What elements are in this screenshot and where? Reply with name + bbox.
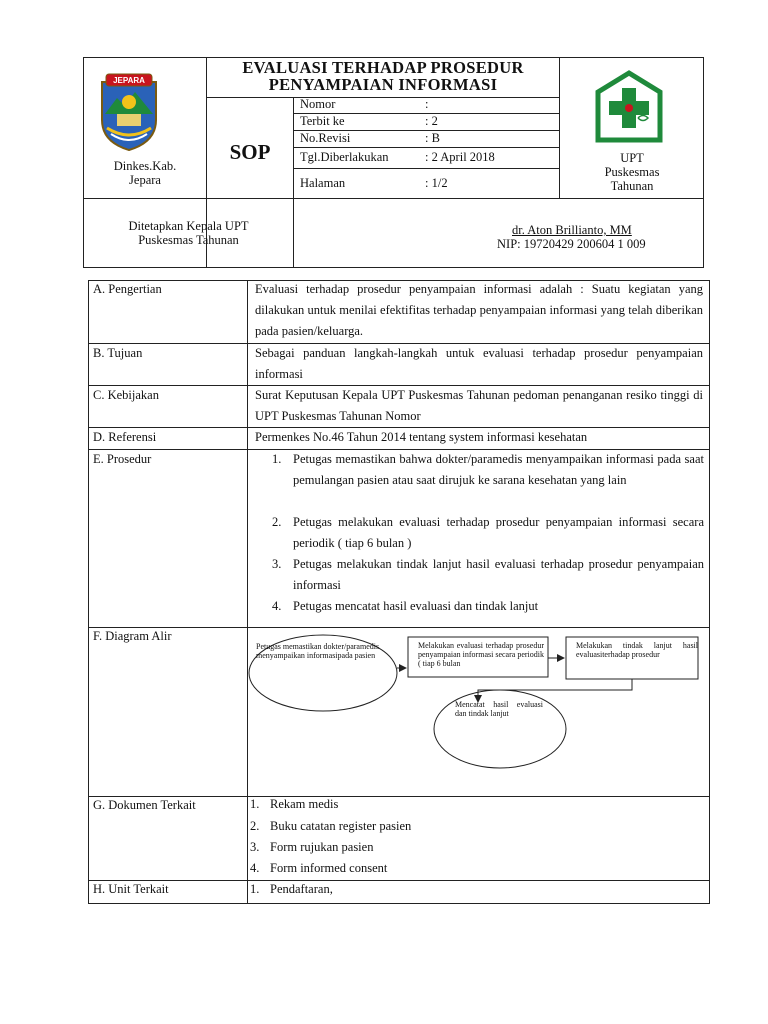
meta-label-tanggal: Tgl.Diberlakukan	[300, 150, 389, 164]
document-item: 4. Form informed consent	[250, 861, 388, 875]
divider	[293, 147, 559, 148]
org-left-line2: Jepara	[129, 173, 161, 187]
divider	[88, 880, 710, 881]
org-left-line1: Dinkes.Kab.	[113, 159, 177, 173]
meta-label-nomor: Nomor	[300, 97, 336, 111]
section-label-diagram: F. Diagram Alir	[93, 629, 172, 643]
procedure-item-text: Petugas melakukan tindak lanjut hasil evaluasi terhadap prosedur penyampaian informasi	[293, 557, 704, 592]
divider	[293, 97, 294, 268]
section-label-kebijakan: C. Kebijakan	[93, 388, 159, 402]
section-text-referensi: Permenkes No.46 Tahun 2014 tentang system informasi kesehatan	[255, 430, 588, 444]
org-right-line3: Tahunan	[610, 179, 654, 193]
procedure-item: 3. Petugas melakukan tindak lanjut hasil evaluasi terhadap prosedur penyampaian informasi	[272, 554, 704, 596]
document-item: 1. Rekam medis	[250, 797, 339, 811]
section-label-tujuan: B. Tujuan	[93, 346, 143, 360]
divider	[83, 198, 704, 199]
section-text-tujuan: Sebagai panduan langkah-langkah untuk evaluasi terhadap prosedur penyampaian informasi	[255, 346, 703, 381]
flow-step4-text: Mencatat hasil evaluasi dan tindak lanjut	[455, 700, 543, 718]
unit-item-text: Pendaftaran,	[270, 882, 333, 896]
document-item-text: Rekam medis	[270, 797, 339, 811]
unit-item: 1. Pendaftaran,	[250, 882, 333, 896]
logo-left-text: JEPARA	[113, 76, 145, 85]
document-item-text: Form rujukan pasien	[270, 840, 374, 854]
flow-step2-text: Melakukan evaluasi terhadap prosedur penyampaian informasi secara periodik ( tiap 6 bulan	[418, 641, 544, 668]
document-item-text: Form informed consent	[270, 861, 388, 875]
title-line2: PENYAMPAIAN INFORMASI	[268, 75, 498, 94]
section-label-unit: H. Unit Terkait	[93, 882, 169, 896]
section-label-dokumen: G. Dokumen Terkait	[93, 798, 196, 812]
document-item-text: Buku catatan register pasien	[270, 819, 412, 833]
meta-value-halaman: : 1/2	[425, 176, 448, 190]
title-line1: EVALUASI TERHADAP PROSEDUR	[242, 58, 524, 77]
procedure-item: 2. Petugas melakukan evaluasi terhadap prosedur penyampaian informasi secara periodik ( tiap 6 bulan )	[272, 512, 704, 554]
meta-value-revisi: : B	[425, 131, 440, 145]
signer-name: dr. Aton Brillianto, MM	[512, 223, 632, 237]
flow-step1-text: Petugas memastikan dokter/paramedis menyampaikan informasipada pasien	[256, 642, 380, 660]
flow-arrow	[478, 679, 632, 702]
org-right-line1: UPT	[620, 151, 644, 165]
section-label-pengertian: A. Pengertian	[93, 282, 162, 296]
divider	[247, 280, 248, 904]
document-item: 2. Buku catatan register pasien	[250, 819, 412, 833]
section-label-prosedur: E. Prosedur	[93, 452, 152, 466]
signer-nip: NIP: 19720429 200604 1 009	[497, 237, 646, 251]
meta-label-revisi: No.Revisi	[300, 131, 351, 145]
divider	[293, 168, 559, 169]
procedure-item-text: Petugas memastikan bahwa dokter/paramedis menyampaikan informasi pada saat pemulangan pasien atau saat dirujuk ke sarana kesehatan yang lain	[293, 452, 704, 487]
section-label-referensi: D. Referensi	[93, 430, 157, 444]
meta-label-terbit: Terbit ke	[300, 114, 345, 128]
meta-value-nomor: :	[425, 97, 429, 111]
flow-step3-text: Melakukan tindak lanjut hasil evaluasiterhadap prosedur	[576, 641, 698, 659]
section-text-pengertian: Evaluasi terhadap prosedur penyampaian informasi adalah : Suatu kegiatan yang dilakukan untuk menilai efektifitas terhadap penyampaian informasi yang telah diberikan pada pasien/keluarga.	[255, 282, 703, 338]
org-right-line2: Puskesmas	[604, 165, 660, 179]
meta-value-terbit: : 2	[425, 114, 438, 128]
procedure-item: 1. Petugas memastikan bahwa dokter/paramedis menyampaikan informasi pada saat pemulangan pasien atau saat dirujuk ke sarana kesehatan yang lain	[272, 449, 704, 491]
divider	[88, 796, 710, 797]
ditetapkan-line1: Ditetapkan Kepala UPT	[128, 219, 249, 233]
section-text-kebijakan: Surat Keputusan Kepala UPT Puskesmas Tahunan pedoman penanganan resiko tinggi di UPT Puskesmas Tahunan Nomor	[255, 388, 703, 423]
document-item: 3. Form rujukan pasien	[250, 840, 374, 854]
procedure-item-text: Petugas melakukan evaluasi terhadap prosedur penyampaian informasi secara periodik ( tiap 6 bulan )	[293, 515, 704, 550]
divider	[206, 97, 559, 98]
jepara-seal-logo	[97, 72, 161, 152]
sop-label: SOP	[229, 140, 271, 164]
procedure-item: 4. Petugas mencatat hasil evaluasi dan tindak lanjut	[272, 596, 704, 617]
procedure-item-text: Petugas mencatat hasil evaluasi dan tindak lanjut	[293, 599, 539, 613]
ditetapkan-line2: Puskesmas Tahunan	[138, 233, 239, 247]
meta-value-tanggal: : 2 April 2018	[425, 150, 495, 164]
meta-label-halaman: Halaman	[300, 176, 346, 190]
puskesmas-logo	[594, 70, 664, 144]
